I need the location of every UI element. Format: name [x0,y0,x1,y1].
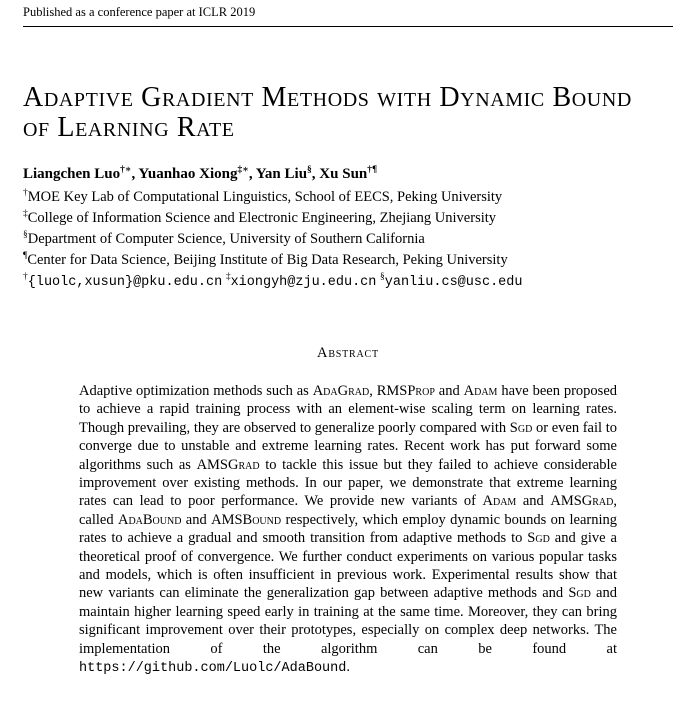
abstract-body [79,382,617,679]
publication-header [23,5,673,27]
text-segment: and maintain higher learning speed early in training at the same time. Moreover, they can bring significant improvement over their prototypes, especially on complex deep networks. The implementation of the algorithm can be found at [79,585,617,657]
text-segment: . [346,659,350,676]
term-adabound: AdaBound [117,511,182,528]
footnote-marker: ‡ [225,272,231,283]
paper-title: Adaptive Gradient Methods with Dynamic Bound of Learning Rate [23,82,632,143]
author-sun: , Xu Sun [311,166,368,182]
term-amsgrad: AMSGrad [550,493,614,510]
footnote-marker: ‡∗ [237,165,249,175]
term-amsbound: AMSBound [211,511,282,528]
footnote-marker: †¶ [367,165,378,175]
footnote-marker: † [23,272,28,283]
github-url[interactable]: https://github.com/Luolc/AdaBound [79,661,347,677]
footnote-marker: †∗ [120,165,132,175]
text-segment: or even fail to converge due to unstable and extreme learning rates. Recent work has put forward some algorithms such as [79,419,617,473]
text-segment: have been proposed to achieve a rapid training process with an element-wise scaling term on learning rates. Though prevailing, they are observed to generalize poorly compared with [79,383,618,436]
term-sgd: Sgd [527,530,550,547]
term-adam: Adam [482,493,517,510]
author-xiong: , Yuanhao Xiong [131,166,238,182]
affiliation-zju: College of Information Science and Electronic Engineering, Zhejiang University [27,210,497,226]
text-segment: and [181,511,212,528]
emails-line [23,271,673,293]
email-usc: yanliu.cs@usc.edu [384,275,523,290]
email-zju: xiongyh@zju.edu.cn [230,275,377,290]
term-sgd: Sgd [568,585,591,602]
footnote-marker: § [380,272,385,283]
published-line: Published as a conference paper at ICLR 2019 [23,5,256,19]
abstract-section [23,345,673,679]
affiliation-line [23,208,673,229]
affiliation-pku: MOE Key Lab of Computational Linguistics, School of EECS, Peking University [27,189,503,205]
affiliation-line [23,187,673,208]
term-rmsprop: RMSProp [376,383,435,399]
email-pku: {luolc,xusun}@pku.edu.cn [27,275,223,290]
affiliation-line [23,229,673,250]
affiliations-block [23,187,673,293]
term-amsgrad: AMSGrad [196,456,260,473]
abstract-heading: Abstract [317,345,379,361]
term-sgd: Sgd [509,419,533,436]
text-segment: Adaptive optimization methods such as [79,383,313,399]
term-adagrad: AdaGrad [312,383,370,399]
affiliation-bibdr: Center for Data Science, Beijing Institute of Big Data Research, Peking University [27,252,508,268]
authors-line [23,165,673,184]
affiliation-usc: Department of Computer Science, University of Southern California [27,231,425,247]
text-segment: and [434,383,464,399]
footnote-marker: § [307,165,312,175]
text-segment: and [516,493,551,510]
header-rule [23,26,673,27]
author-luo: Liangchen Luo [23,166,121,182]
footnote-marker: § [23,230,28,241]
text-segment: , [369,383,377,399]
text-segment: , called [79,493,617,528]
footnote-marker: ¶ [23,251,28,262]
text-segment: to tackle this issue but they failed to achieve considerable improvement over existing methods. In our paper, we demonstrate that extreme learning rates can lead to poor performance. We provide new variants of [79,456,617,510]
text-segment: and give a theoretical proof of convergence. We further conduct experiments on various popular tasks and models, which is often insufficient in previous work. Experimental results show that new variants can eliminate the generalization gap between adaptive methods and [79,530,617,602]
affiliation-line [23,250,673,271]
footnote-marker: † [23,188,28,199]
footnote-marker: ‡ [23,209,28,220]
author-liu: , Yan Liu [248,166,308,182]
term-adam: Adam [463,383,498,399]
text-segment: respectively, which employ dynamic bounds on learning rates to achieve a gradual and smooth transition from adaptive methods to [79,511,618,547]
